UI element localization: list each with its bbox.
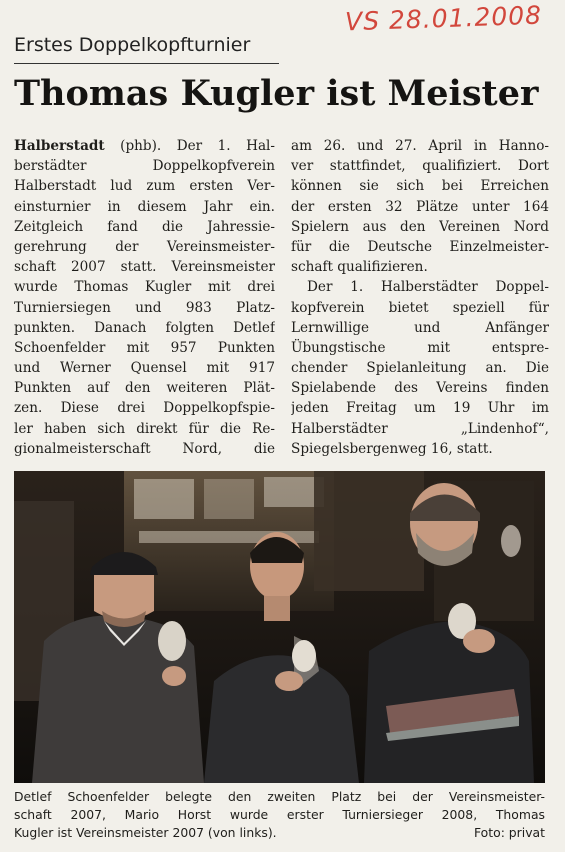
article-line-text: Spiegelsbergenweg 16, statt. bbox=[291, 440, 493, 457]
article-line bbox=[291, 439, 549, 459]
article-line bbox=[14, 176, 275, 196]
article-line bbox=[291, 419, 549, 439]
photo-illustration bbox=[14, 471, 545, 783]
article-line-text: Zeitgleich fand die Jahressie- bbox=[14, 218, 275, 235]
article-kicker: Erstes Doppelkopfturnier bbox=[14, 34, 251, 56]
kicker-rule bbox=[14, 63, 279, 64]
article-line-text: Schoenfelder mit 957 Punkten bbox=[14, 339, 275, 356]
article-line bbox=[14, 338, 275, 358]
article-line bbox=[14, 419, 275, 439]
article-line bbox=[291, 176, 549, 196]
article-line bbox=[291, 197, 549, 217]
caption-line: Detlef Schoenfelder belegte den zweiten Platz bei der Vereinsmeister- bbox=[14, 789, 545, 804]
article-line-text: Spielern aus den Vereinen Nord bbox=[291, 218, 549, 235]
article-line bbox=[291, 398, 549, 418]
article-line-text: Der 1. Halberstädter Doppel- bbox=[307, 279, 549, 296]
article-line bbox=[14, 217, 275, 237]
article-line-text: chender Spielanleitung an. Die bbox=[291, 360, 549, 377]
article-line-text: schaft qualifizieren. bbox=[291, 259, 428, 276]
article-line bbox=[291, 136, 549, 156]
article-line-text: berstädter Doppelkopfverein bbox=[14, 158, 275, 175]
article-line bbox=[291, 298, 549, 318]
handwritten-date-note: VS 28.01.2008 bbox=[344, 0, 543, 37]
article-line bbox=[14, 318, 275, 338]
article-line bbox=[291, 217, 549, 237]
article-line bbox=[14, 237, 275, 257]
article-line-text: ler haben sich direkt für die Re- bbox=[14, 420, 275, 437]
article-line bbox=[291, 277, 549, 297]
dateline: Halberstadt bbox=[14, 138, 105, 154]
article-line-text: Turniersiegen und 983 Platz- bbox=[14, 299, 275, 316]
article-line-text: und Werner Quensel mit 917 bbox=[14, 360, 275, 377]
article-line-text: einsturnier in diesem Jahr ein. bbox=[14, 198, 275, 215]
article-line-text: Punkten auf den weiteren Plät- bbox=[14, 380, 275, 397]
article-column-right bbox=[291, 136, 549, 459]
article-line-text: punkten. Danach folgten Detlef bbox=[14, 319, 275, 336]
caption-line bbox=[14, 824, 545, 842]
article-line-text: der ersten 32 Plätze unter 164 bbox=[291, 198, 549, 215]
article-line-text: gerehrung der Vereinsmeister- bbox=[14, 238, 275, 255]
caption-line: schaft 2007, Mario Horst wurde erster Turniersieger 2008, Thomas bbox=[14, 807, 545, 822]
article-line-text: Halberstadt lud zum ersten Ver- bbox=[14, 178, 275, 195]
article-line bbox=[14, 298, 275, 318]
group-photo bbox=[14, 471, 545, 783]
article-line-text: können sie sich bei Erreichen bbox=[291, 178, 549, 195]
article-column-left bbox=[14, 136, 275, 459]
article-headline: Thomas Kugler ist Meister bbox=[14, 73, 539, 114]
article-line-text: Halberstädter „Lindenhof“, bbox=[291, 420, 549, 437]
article-line bbox=[14, 136, 275, 156]
article-line-text: am 26. und 27. April in Hanno- bbox=[291, 138, 549, 154]
article-line-text: für die Deutsche Einzelmeister- bbox=[291, 238, 549, 255]
article-line bbox=[291, 338, 549, 358]
article-line bbox=[291, 318, 549, 338]
article-line-text: ver stattfindet, qualifiziert. Dort bbox=[291, 158, 549, 175]
article-line bbox=[14, 378, 275, 398]
article-line bbox=[291, 358, 549, 378]
article-line bbox=[291, 378, 549, 398]
article-line bbox=[14, 257, 275, 277]
article-line bbox=[14, 439, 275, 459]
article-line-text: (phb). Der 1. Hal- bbox=[104, 138, 275, 154]
article-line bbox=[14, 156, 275, 176]
photo-credit: Foto: privat bbox=[473, 825, 545, 840]
article-line bbox=[14, 197, 275, 217]
article-line-text: zen. Diese drei Doppelkopfspie- bbox=[14, 400, 275, 417]
article-line bbox=[291, 156, 549, 176]
article-line-text: jeden Freitag um 19 Uhr im bbox=[291, 400, 549, 417]
article-line-text: kopfverein bietet speziell für bbox=[291, 299, 549, 316]
article-line-text: schaft 2007 statt. Vereinsmeister bbox=[14, 259, 275, 276]
article-line bbox=[14, 398, 275, 418]
article-line-text: Übungstische mit entspre- bbox=[291, 339, 549, 356]
article-line-text: gionalmeisterschaft Nord, die bbox=[14, 440, 275, 457]
article-line bbox=[14, 358, 275, 378]
article-line-text: Lernwillige und Anfänger bbox=[291, 319, 549, 336]
caption-line-text: Kugler ist Vereinsmeister 2007 (von links). bbox=[14, 825, 277, 840]
article-line bbox=[291, 257, 549, 277]
article-line-text: wurde Thomas Kugler mit drei bbox=[14, 279, 275, 296]
article-line bbox=[291, 237, 549, 257]
article-line-text: Spielabende des Vereins finden bbox=[291, 380, 549, 397]
photo-caption bbox=[14, 788, 545, 842]
article-line bbox=[14, 277, 275, 297]
